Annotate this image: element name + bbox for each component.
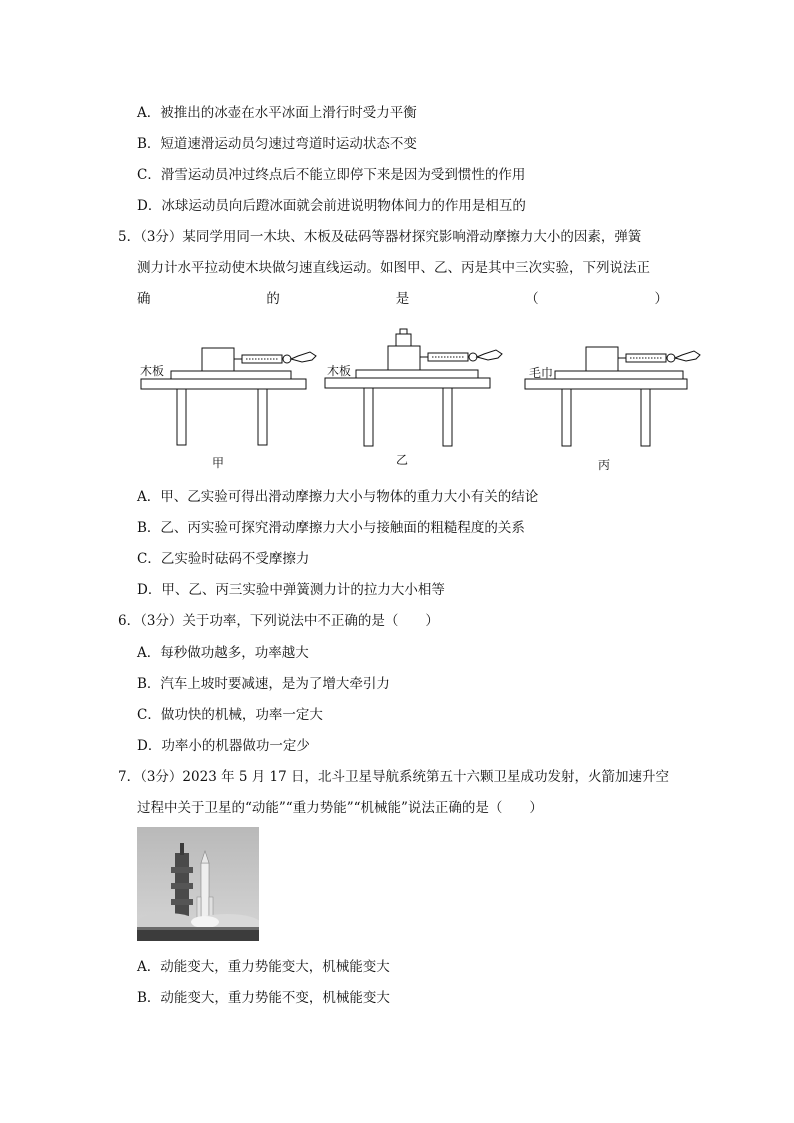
q5-stem-char: （ — [525, 291, 539, 307]
rocket-launch-image — [137, 827, 259, 941]
q5-stem-char: 确 — [137, 291, 151, 307]
rocket-launch-photo — [137, 827, 259, 941]
q5-stem-line1: 5．（3分）某同学用同一木块、木板及砝码等器材探究影响滑动摩擦力大小的因素，弹簧 — [118, 229, 642, 245]
surface-label-bing: 毛巾 — [529, 366, 554, 380]
figure-caption-jia: 甲 — [212, 456, 225, 470]
q5-stem-char: 是 — [395, 291, 410, 307]
q5-stem-char: 的 — [266, 291, 280, 307]
surface-label-jia: 木板 — [140, 364, 165, 378]
q5-stem-line3 — [137, 290, 668, 308]
table-leg — [562, 389, 571, 446]
setup-yi — [325, 329, 502, 446]
figure-caption-bing: 丙 — [598, 458, 611, 472]
q5-option-c: C．乙实验时砝码不受摩擦力 — [137, 551, 310, 567]
setup-jia — [141, 348, 316, 445]
towel-surface — [555, 371, 683, 379]
table-leg — [641, 389, 650, 446]
q5-option-b: B．乙、丙实验可探究滑动摩擦力大小与接触面的粗糙程度的关系 — [137, 520, 525, 536]
q6-option-c: C．做功快的机械，功率一定大 — [137, 707, 323, 723]
wooden-block — [388, 346, 420, 370]
q4-option-c: C．滑雪运动员冲过终点后不能立即停下来是因为受到惯性的作用 — [137, 167, 526, 183]
wooden-block — [202, 348, 234, 371]
q6-stem: 6．（3分）关于功率，下列说法中不正确的是（ ） — [118, 613, 439, 629]
table-leg — [258, 389, 267, 445]
table-top — [325, 378, 490, 388]
hand — [675, 351, 700, 361]
q6-option-b: B．汽车上坡时要减速，是为了增大牵引力 — [137, 676, 390, 692]
table-leg — [177, 389, 186, 445]
figure-caption-yi: 乙 — [396, 453, 409, 467]
q6-option-d: D．功率小的机器做功一定少 — [137, 738, 310, 754]
q7-stem-line1: 7．（3分）2023 年 5 月 17 日，北斗卫星导航系统第五十六颗卫星成功发射，火箭加速升空 — [118, 769, 670, 785]
q4-option-b: B．短道速滑运动员匀速过弯道时运动状态不变 — [137, 136, 417, 152]
wooden-board — [171, 371, 291, 379]
q4-option-d: D．冰球运动员向后蹬冰面就会前进说明物体间力的作用是相互的 — [137, 198, 526, 214]
table-leg — [364, 388, 373, 446]
q5-option-d: D．甲、乙、丙三实验中弹簧测力计的拉力大小相等 — [137, 582, 445, 598]
q4-option-a: A．被推出的冰壶在水平冰面上滑行时受力平衡 — [137, 105, 417, 121]
table-leg — [443, 388, 452, 446]
setup-bing — [525, 347, 700, 446]
wooden-board — [356, 370, 478, 378]
q6-option-a: A．每秒做功越多，功率越大 — [137, 645, 309, 661]
q5-option-a: A．甲、乙实验可得出滑动摩擦力大小与物体的重力大小有关的结论 — [137, 489, 539, 505]
q5-stem-line2: 测力计水平拉动使木块做匀速直线运动。如图甲、乙、丙是其中三次实验，下列说法正 — [137, 260, 650, 276]
wooden-block — [586, 347, 618, 371]
hand — [477, 350, 502, 360]
surface-label-yi: 木板 — [327, 364, 352, 378]
weight — [396, 334, 411, 346]
friction-experiment-figure — [138, 326, 708, 476]
q5-stem-char: ） — [654, 291, 668, 307]
hand — [291, 352, 316, 362]
q7-option-b: B．动能变大，重力势能不变，机械能变大 — [137, 990, 390, 1006]
q7-option-a: A．动能变大，重力势能变大，机械能变大 — [137, 959, 390, 975]
table-top — [141, 379, 306, 389]
q7-stem-line2: 过程中关于卫星的“动能”“重力势能”“机械能”说法正确的是（ ） — [137, 800, 543, 816]
